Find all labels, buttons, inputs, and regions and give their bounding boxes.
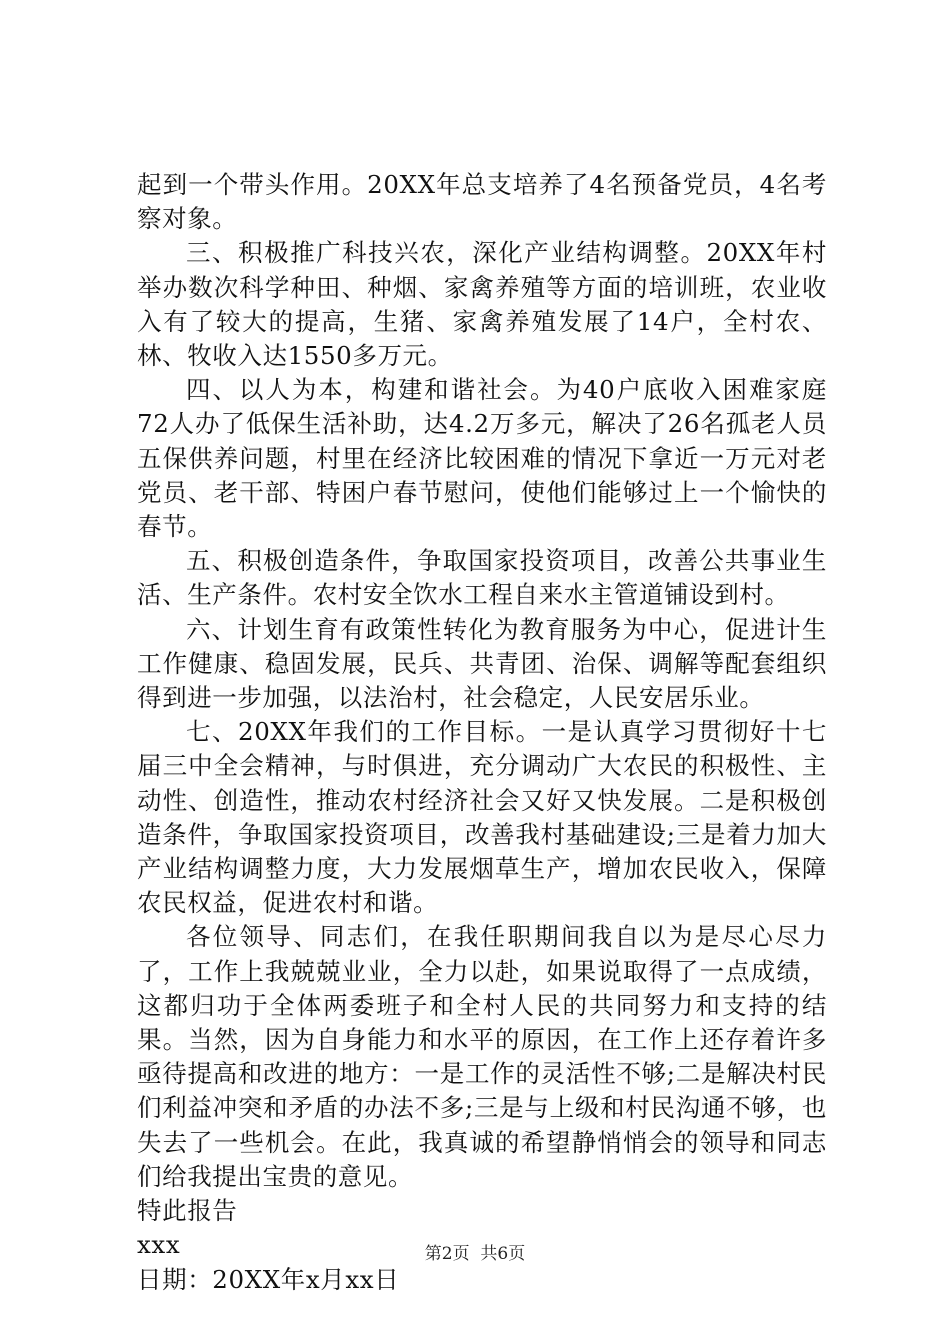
date-line: 日期：20XX年x月xx日: [137, 1264, 400, 1294]
paragraph-section-4: 四、以人为本，构建和谐社会。为40户底收入困难家庭72人办了低保生活补助，达4.2万多元，解决了26名孤老人员五保供养问题，村里在经济比较困难的情况下拿近一万元对老党员、老干部、特困户春节慰问，使他们能够过上一个愉快的春节。: [137, 375, 827, 542]
paragraph-section-7: 七、20XX年我们的工作目标。一是认真学习贯彻好十七届三中全会精神，与时俱进，充分调动广大农民的积极性、主动性、创造性，推动农村经济社会又好又快发展。二是积极创造条件，争取国家投资项目，改善我村基础建设;三是着力加大产业结构调整力度，大力发展烟草生产，增加农民收入，保障农民权益，促进农村和谐。: [137, 717, 827, 918]
paragraph-section-3: 三、积极推广科技兴农，深化产业结构调整。20XX年村举办数次科学种田、种烟、家禽养殖等方面的培训班，农业收入有了较大的提高，生猪、家禽养殖发展了14户，全村农、林、牧收入达1550多万元。: [137, 238, 827, 371]
paragraph-continuation: 起到一个带头作用。20XX年总支培养了4名预备党员，4名考察对象。: [137, 170, 827, 234]
paragraph-section-5: 五、积极创造条件，争取国家投资项目，改善公共事业生活、生产条件。农村安全饮水工程自来水主管道铺设到村。: [137, 546, 827, 610]
paragraph-conclusion: 各位领导、同志们，在我任职期间我自以为是尽心尽力了，工作上我兢兢业业，全力以赴，如果说取得了一点成绩，这都归功于全体两委班子和全村人民的共同努力和支持的结果。当然，因为自身能力和水平的原因，在工作上还存着许多亟待提高和改进的地方：一是工作的灵活性不够;二是解决村民们利益冲突和矛盾的办法不多;三是与上级和村民沟通不够，也失去了一些机会。在此，我真诚的希望静悄悄会的领导和同志们给我提出宝贵的意见。: [137, 922, 827, 1191]
closing-line: 特此报告: [137, 1196, 238, 1226]
document-body: [137, 168, 827, 1297]
signature-line: xxx: [137, 1230, 181, 1260]
page-footer: 第2页 共6页: [424, 1244, 526, 1264]
paragraph-section-6: 六、计划生育有政策性转化为教育服务为中心，促进计生工作健康、稳固发展，民兵、共青团、治保、调解等配套组织得到进一步加强，以法治村，社会稳定，人民安居乐业。: [137, 614, 827, 713]
